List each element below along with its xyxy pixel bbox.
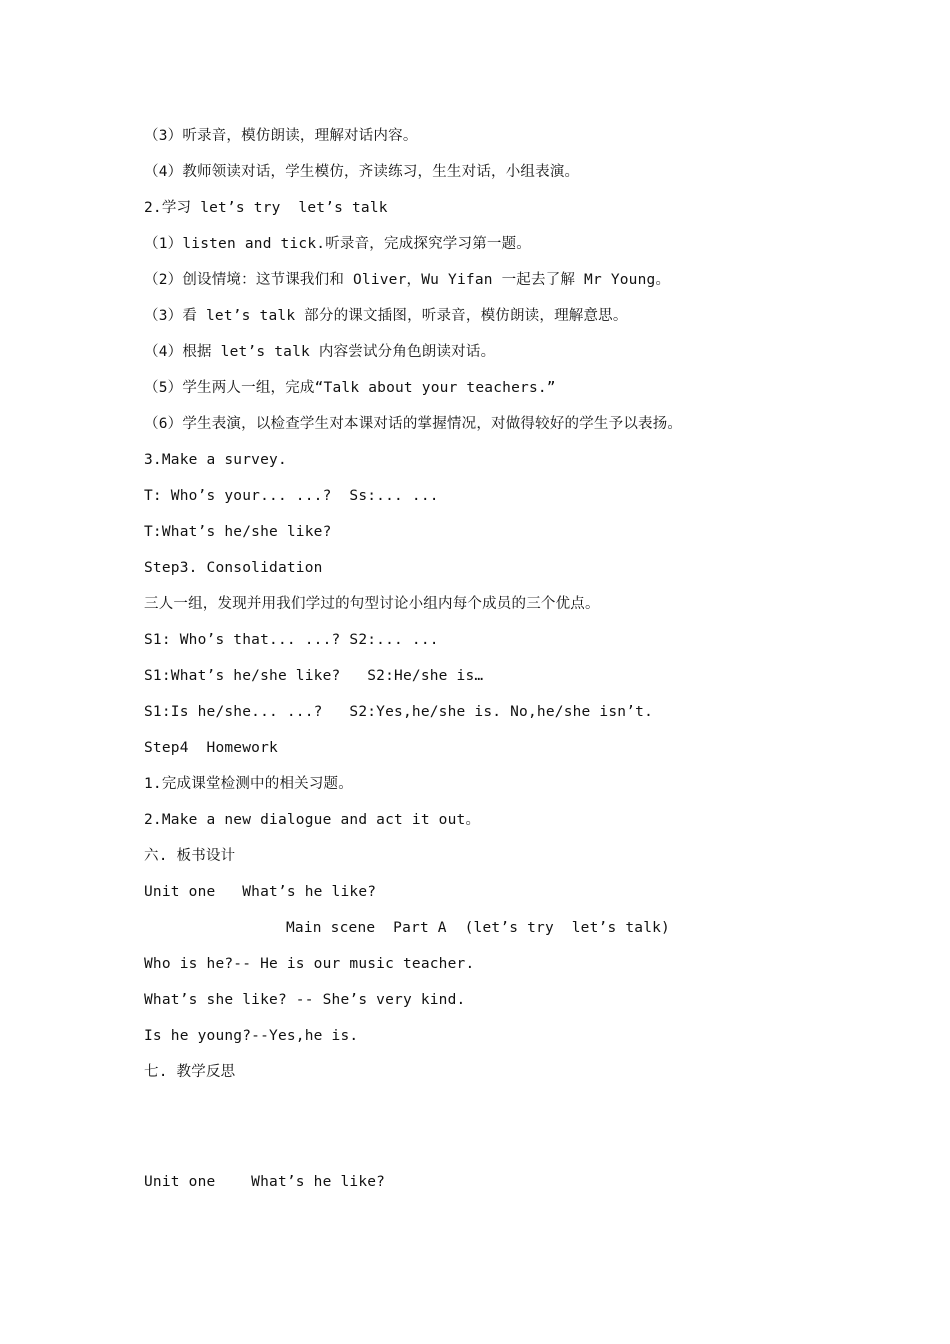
section-heading-board-design: 六. 板书设计 (144, 848, 236, 864)
step-role-read: （4）根据 let’s talk 内容尝试分角色朗读对话。 (144, 344, 496, 360)
section-heading-consolidation: Step3. Consolidation (144, 560, 323, 576)
step-look-picture: （3）看 let’s talk 部分的课文插图，听录音，模仿朗读，理解意思。 (144, 308, 628, 324)
section-heading-lets-try-talk: 2.学习 let’s try let’s talk (144, 200, 388, 216)
board-sentence: What’s she like? -- She’s very kind. (144, 992, 466, 1008)
dialogue-line: T: Who’s your... ...? Ss:... ... (144, 488, 439, 504)
step-teacher-lead: （4）教师领读对话，学生模仿，齐读练习，生生对话，小组表演。 (144, 164, 580, 180)
dialogue-line: S1: Who’s that... ...? S2:... ... (144, 632, 439, 648)
step-listen-imitate: （3）听录音，模仿朗读，理解对话内容。 (144, 128, 418, 144)
board-sentence: Is he young?--Yes,he is. (144, 1028, 359, 1044)
dialogue-line: T:What’s he/she like? (144, 524, 332, 540)
dialogue-line: S1:What’s he/she like? S2:He/she is… (144, 668, 484, 684)
board-sentence: Who is he?-- He is our music teacher. (144, 956, 475, 972)
consolidation-instruction: 三人一组，发现并用我们学过的句型讨论小组内每个成员的三个优点。 (144, 596, 600, 612)
unit-title: Unit one What’s he like? (144, 1174, 386, 1190)
step-create-situation: （2）创设情境：这节课我们和 Oliver，Wu Yifan 一起去了解 Mr Young。 (144, 272, 671, 288)
step-listen-tick: （1）listen and tick.听录音，完成探究学习第一题。 (144, 236, 532, 252)
section-heading-reflection: 七. 教学反思 (144, 1064, 236, 1080)
dialogue-line: S1:Is he/she... ...? S2:Yes,he/she is. No,he/she isn’t. (144, 704, 653, 720)
step-pair-talk: （5）学生两人一组，完成“Talk about your teachers.” (144, 380, 556, 396)
section-heading-homework: Step4 Homework (144, 740, 278, 756)
board-scene-title: Main scene Part A (let’s try let’s talk) (286, 920, 670, 936)
board-unit-title: Unit one What’s he like? (144, 884, 377, 900)
homework-item: 2.Make a new dialogue and act it out。 (144, 812, 481, 828)
homework-item: 1.完成课堂检测中的相关习题。 (144, 776, 353, 792)
step-perform: （6）学生表演，以检查学生对本课对话的掌握情况，对做得较好的学生予以表扬。 (144, 416, 683, 432)
section-heading-survey: 3.Make a survey. (144, 452, 287, 468)
